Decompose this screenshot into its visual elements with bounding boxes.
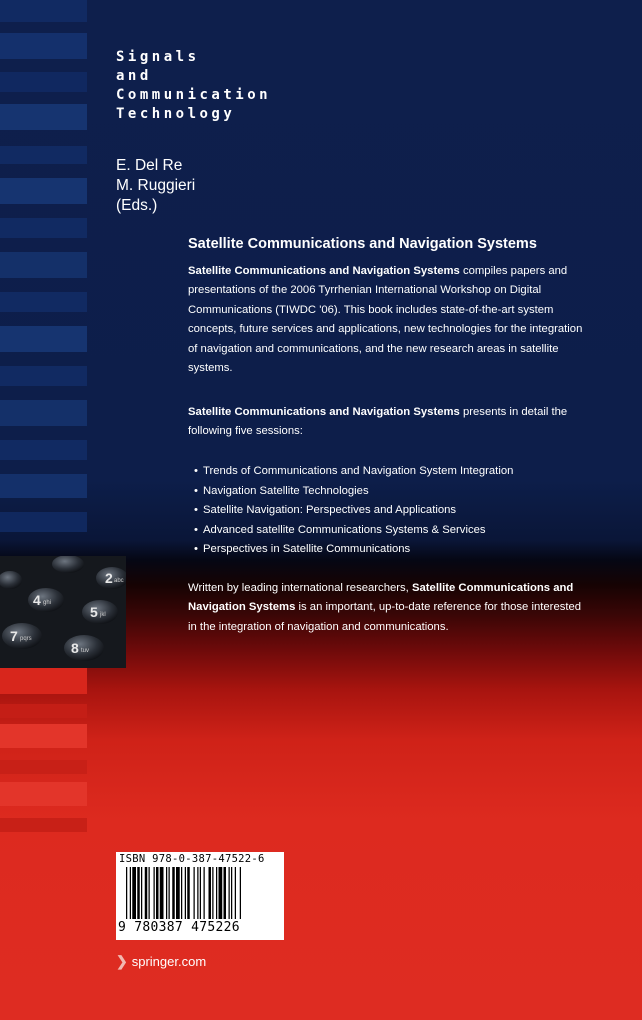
key-2-label: 2 (105, 570, 113, 586)
barcode-bar (141, 867, 142, 919)
barcode-bar (160, 867, 164, 919)
barcode-bar (169, 867, 170, 919)
editors (116, 156, 195, 216)
publisher-url: springer.com (131, 954, 207, 969)
barcode-bar (187, 867, 190, 919)
title-emphasis: Satellite Communications and Navigation Systems (188, 265, 460, 277)
key-7-letters: pqrs (20, 636, 32, 642)
barcode-bar (166, 867, 167, 919)
paragraph-text: presents in detail the following five sessions: (188, 406, 568, 438)
barcode-bar (212, 867, 213, 919)
editors-suffix: (Eds.) (116, 197, 158, 214)
isbn-barcode (116, 852, 284, 940)
barcode-bar (216, 867, 217, 919)
barcode-bar (219, 867, 223, 919)
paragraph-text: Written by leading international researchers, (188, 582, 412, 594)
barcode-bar (204, 867, 205, 919)
barcode-bar (229, 867, 230, 919)
barcode-bar (224, 867, 227, 919)
series-title (116, 48, 271, 124)
barcode-bar (181, 867, 182, 919)
barcode-bar (194, 867, 195, 919)
key-4-label: 4 (33, 592, 41, 608)
barcode-bar (132, 867, 136, 919)
list-item: • Navigation Satellite Technologies (194, 482, 513, 502)
barcode-bar (156, 867, 159, 919)
key-5-label: 5 (90, 604, 98, 620)
editor-name: M. Ruggieri (116, 177, 196, 194)
editor-name: E. Del Re (116, 157, 183, 174)
key-4-letters: ghi (43, 600, 52, 606)
list-item: • Satellite Navigation: Perspectives and Applications (194, 501, 513, 521)
chevron-right-icon: ❯ (116, 953, 128, 969)
series-line: Technology (116, 106, 236, 122)
key-2-letters: abc (114, 578, 124, 584)
barcode-bar (197, 867, 198, 919)
barcode-bar (137, 867, 140, 919)
series-line: and (116, 68, 152, 84)
barcode-bar (176, 867, 180, 919)
barcode-bar (154, 867, 155, 919)
paragraph-text: compiles papers and presentations of the 2006 Tyrrhenian International Workshop on Digital Communications (TIWDC '06). This book includes state-of-the-art system concepts, future services and applications, new technologies for the integration of navigation and communications, and the new research areas in satellite systems. (188, 265, 583, 375)
barcode-bar (209, 867, 212, 919)
list-item: • Trends of Communications and Navigation System Integration (194, 462, 513, 482)
barcode-bar (200, 867, 201, 919)
isbn-digits: 9 780387 475226 (118, 920, 240, 935)
key-7-label: 7 (10, 628, 18, 644)
phone-keypad-image (0, 556, 126, 668)
barcode-bar (172, 867, 175, 919)
sessions-intro (188, 403, 588, 442)
barcode-bar (235, 867, 236, 919)
barcode-bar (231, 867, 232, 919)
barcode-bar (126, 867, 127, 919)
closing-paragraph (188, 579, 588, 637)
key-8-label: 8 (71, 640, 79, 656)
barcode-bar (185, 867, 186, 919)
key-5-letters: jkl (100, 612, 106, 618)
title-emphasis: Satellite Communications and Navigation Systems (188, 406, 460, 418)
barcode-bar (130, 867, 131, 919)
barcode-bar (240, 867, 241, 919)
barcode-bar (145, 867, 148, 919)
barcode-bars (126, 867, 276, 919)
paragraph-text: is an important, up-to-date reference for those interested in the integration of navigation and communications. (188, 601, 582, 633)
barcode-bar (149, 867, 150, 919)
series-line: Communication (116, 87, 272, 103)
key-8-letters: tuv (81, 648, 90, 654)
series-line: Signals (116, 49, 200, 65)
list-item: • Perspectives in Satellite Communications (194, 540, 513, 560)
sessions-list (194, 462, 513, 560)
description-paragraph (188, 262, 588, 378)
list-item: • Advanced satellite Communications Systems & Services (194, 521, 513, 541)
isbn-label: ISBN 978-0-387-47522-6 (119, 853, 265, 865)
title-emphasis: Satellite Communications and Navigation Systems (188, 582, 574, 614)
book-title: Satellite Communications and Navigation Systems (188, 236, 537, 252)
publisher-link[interactable] (116, 953, 206, 970)
